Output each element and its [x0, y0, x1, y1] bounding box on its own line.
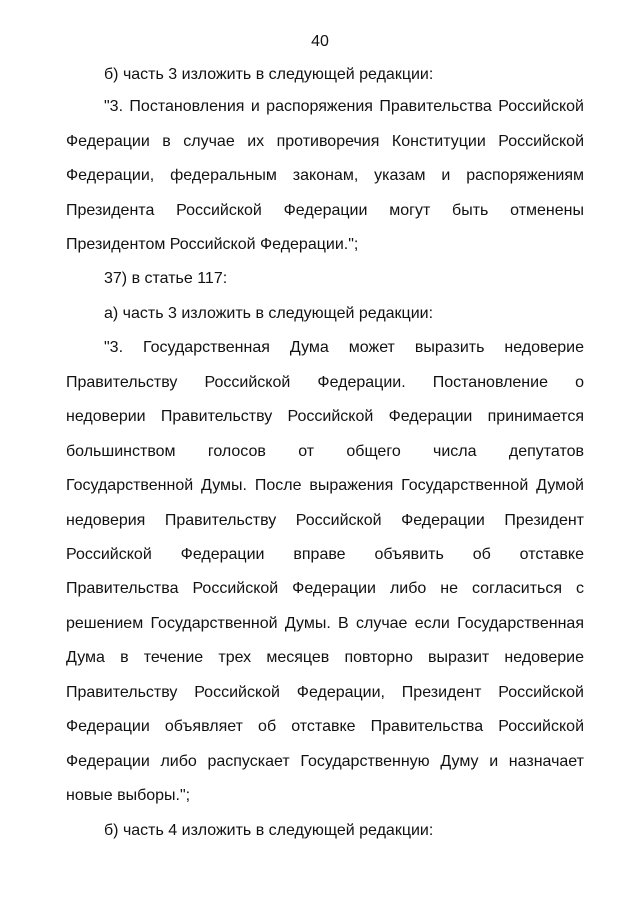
text-line: Президентом Российской Федерации.";: [66, 236, 359, 253]
text-line: Дума в течение трех месяцев повторно выразит недоверие: [66, 649, 584, 666]
text-line: Федерации объявляет об отставке Правительства Российской: [66, 718, 584, 735]
text-line: "3. Государственная Дума может выразить недоверие: [104, 339, 584, 356]
text-line: б) часть 4 изложить в следующей редакции:: [104, 822, 434, 839]
text-line: "3. Постановления и распоряжения Правительства Российской: [104, 98, 584, 115]
text-line: Федерации, федеральным законам, указам и распоряжениям: [66, 167, 584, 184]
text-line: недоверии Правительству Российской Федерации принимается: [66, 408, 584, 425]
text-line: 37) в статье 117:: [104, 270, 228, 287]
text-line: б) часть 3 изложить в следующей редакции:: [104, 66, 434, 83]
page-number: 40: [311, 33, 329, 50]
text-line: Правительству Российской Федерации. Постановление о: [66, 374, 584, 391]
text-line: Правительства Российской Федерации либо не согласиться с: [66, 580, 584, 597]
text-line: Государственной Думы. После выражения Государственной Думой: [66, 477, 584, 494]
text-line: Правительству Российской Федерации, Президент Российской: [66, 684, 584, 701]
text-line: большинством голосов от общего числа депутатов: [66, 443, 584, 460]
text-line: недоверия Правительству Российской Федерации Президент: [66, 512, 584, 529]
text-line: а) часть 3 изложить в следующей редакции:: [104, 305, 434, 322]
text-line: Президента Российской Федерации могут быть отменены: [66, 202, 584, 219]
text-line: Российской Федерации вправе объявить об отставке: [66, 546, 584, 563]
text-line: новые выборы.";: [66, 787, 191, 804]
text-line: Федерации либо распускает Государственную Думу и назначает: [66, 753, 584, 770]
text-line: Федерации в случае их противоречия Конституции Российской: [66, 133, 584, 150]
text-line: решением Государственной Думы. В случае если Государственная: [66, 615, 584, 632]
